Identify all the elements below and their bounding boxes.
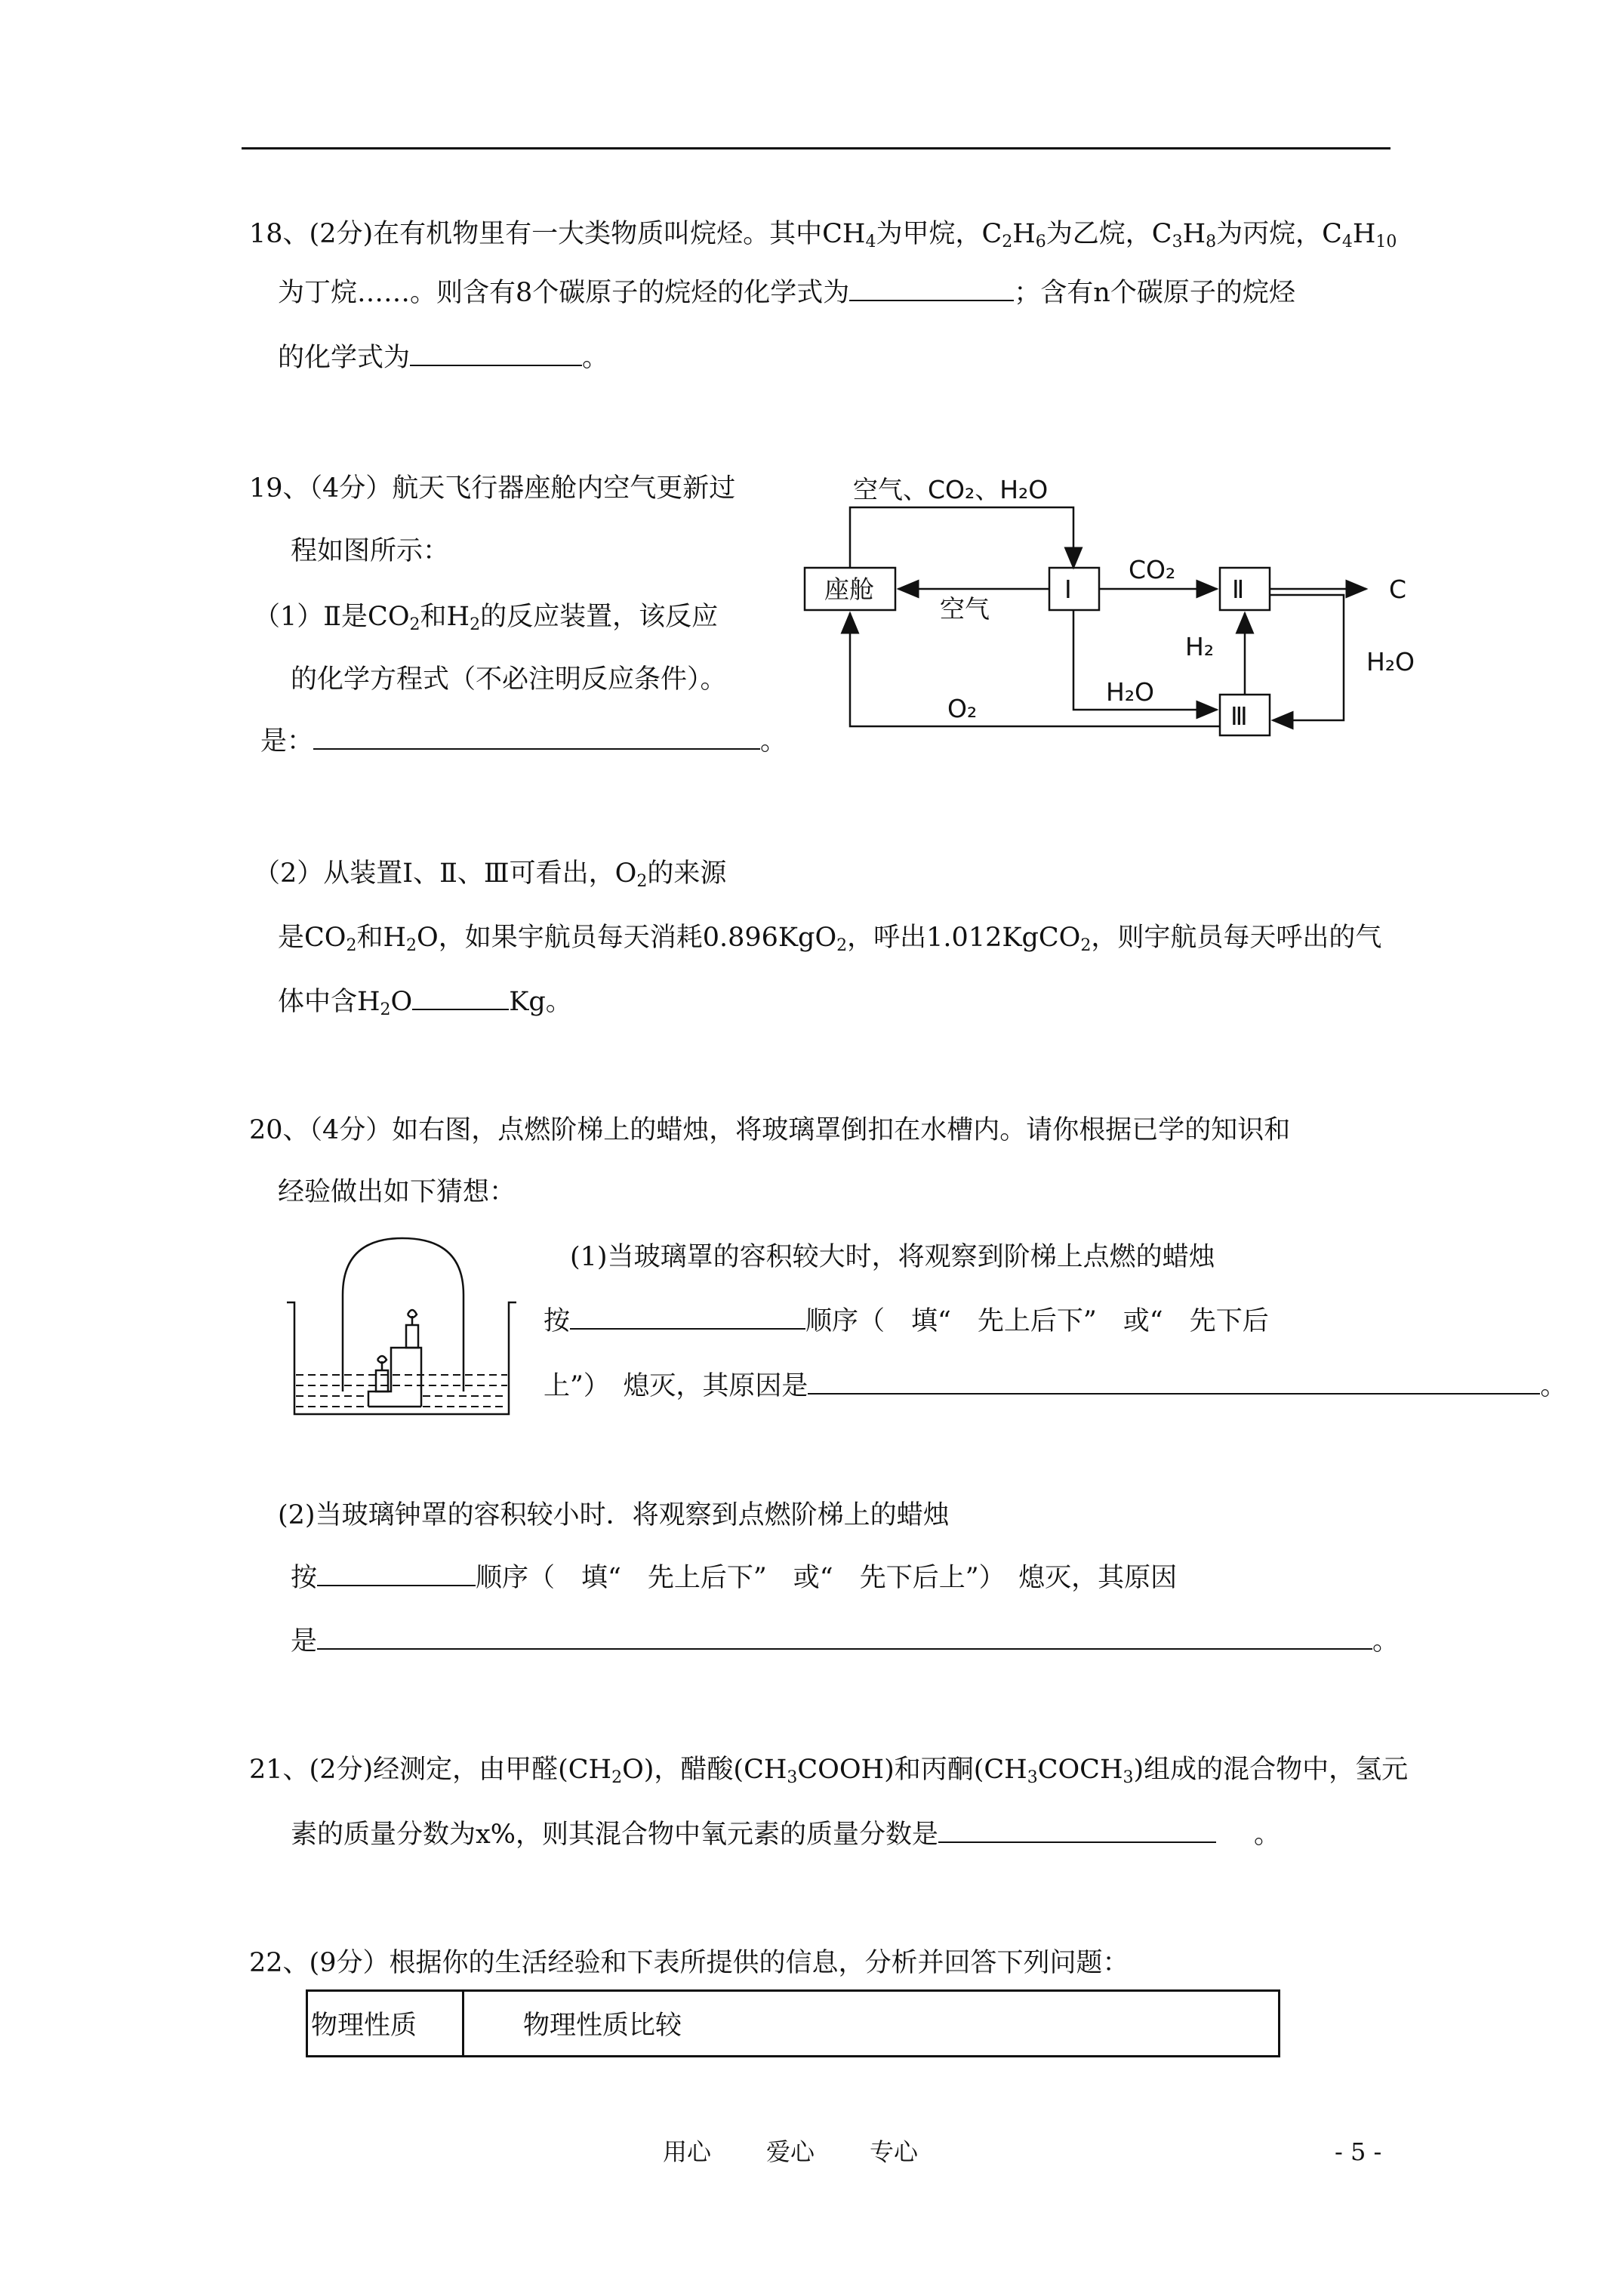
diagram-device-2-label: Ⅱ <box>1232 575 1245 604</box>
q19-sub: 2 <box>346 936 357 955</box>
table-header-cell: 物理性质 <box>307 1991 463 2057</box>
q19-part2-line-1 <box>254 857 726 890</box>
device-2-box <box>1220 568 1270 610</box>
q21-sub: 3 <box>1123 1768 1134 1787</box>
q20-text: 上”） 熄灭，其原因是 <box>544 1371 808 1401</box>
q19-text: ，则宇航员每天呼出的气 <box>1091 923 1382 953</box>
q18-sub: 4 <box>1341 233 1353 251</box>
q18-c: C <box>981 219 1002 249</box>
q19-text: O <box>390 987 413 1017</box>
q19-text: 和H <box>356 923 407 953</box>
q20-text: 。 <box>1372 1626 1400 1657</box>
q21-sub: 2 <box>611 1768 623 1787</box>
q19-line-2: 程如图所示： <box>291 536 450 566</box>
q18-text: 为丁烷……。则含有8个碳原子的烷烃的化学式为 <box>278 278 850 308</box>
q18-line-1 <box>249 217 1397 251</box>
q20-part1-line-1: (1)当玻璃罩的容积较大时，将观察到阶梯上点燃的蜡烛 <box>570 1242 1215 1272</box>
q18-text: 为甲烷， <box>876 219 982 249</box>
q18-c: C <box>1322 219 1342 249</box>
q19-text: 。 <box>760 726 787 757</box>
table-row <box>307 1991 1280 2057</box>
q21-sub: 3 <box>787 1768 798 1787</box>
answer-blank[interactable] <box>938 1819 1216 1843</box>
q18-sub: 4 <box>865 233 876 251</box>
q19-part2-line-2 <box>278 921 1381 954</box>
answer-blank[interactable] <box>317 1562 476 1586</box>
q19-sub: 2 <box>406 936 417 955</box>
diagram-h2o-right-label: H₂O <box>1366 647 1415 676</box>
q21-sub: 3 <box>1027 1768 1038 1787</box>
footer-motto-1: 用心 <box>663 2137 712 2166</box>
q21-text: 素的质量分数为x%，则其混合物中氧元素的质量分数是 <box>291 1820 938 1850</box>
q18-line-3 <box>278 341 608 374</box>
header-rule <box>242 147 1390 149</box>
q18-sub: 6 <box>1035 233 1046 251</box>
q19-line-1: 19、（4分）航天飞行器座舱内空气更新过 <box>249 473 736 504</box>
q18-text: ；含有n个碳原子的烷烃 <box>1014 278 1295 308</box>
q20-text: 按 <box>291 1563 318 1593</box>
q21-text: COCH <box>1037 1755 1123 1785</box>
q20-part2-line-3 <box>291 1625 1399 1658</box>
q19-text: O，如果宇航员每天消耗0.896KgO <box>417 923 837 953</box>
diagram-h2o-mid-label: H₂O <box>1106 677 1155 707</box>
answer-blank[interactable] <box>808 1370 1540 1395</box>
air-renewal-diagram <box>793 468 1457 740</box>
table-header-cell: 物理性质比较 <box>463 1991 1280 2057</box>
q20-part1-line-2 <box>544 1305 1269 1338</box>
q20-part1-line-3 <box>544 1370 1566 1403</box>
device-1-box <box>1049 568 1099 610</box>
diagram-o2-label: O₂ <box>947 694 978 723</box>
answer-blank[interactable] <box>313 726 760 750</box>
q19-text: 和H <box>420 602 470 632</box>
diagram-device-1-label: Ⅰ <box>1064 575 1072 604</box>
q19-text: ，呼出1.012KgCO <box>847 923 1081 953</box>
q19-text: Kg。 <box>509 987 572 1017</box>
q19-text: 是： <box>260 726 314 757</box>
q20-line-2: 经验做出如下猜想： <box>278 1177 516 1207</box>
q18-text: 的化学式为 <box>278 343 411 373</box>
diagram-cabin-label: 座舱 <box>824 575 874 604</box>
q18-ch4: CH <box>822 219 866 249</box>
q19-text: （1）Ⅱ是CO <box>254 602 410 632</box>
q19-line-3 <box>254 600 718 633</box>
q18-text: 18、(2分)在有机物里有一大类物质叫烷烃。其中 <box>249 219 823 249</box>
candle-experiment-figure <box>285 1227 519 1419</box>
q19-text: （2）从装置Ⅰ、Ⅱ、Ⅲ可看出，O <box>254 858 637 889</box>
q21-line-2 <box>291 1818 1280 1851</box>
q18-sub: 3 <box>1172 233 1183 251</box>
q20-part2-line-2 <box>291 1561 1177 1595</box>
footer-motto-3: 专心 <box>870 2137 919 2166</box>
q18-text: 。 <box>582 343 609 373</box>
q18-h: H <box>1012 219 1036 249</box>
q19-sub: 2 <box>1080 936 1092 955</box>
q21-text: 21、(2分)经测定，由甲醛(CH <box>249 1755 612 1785</box>
answer-blank[interactable] <box>849 277 1014 301</box>
q19-line-5 <box>260 725 787 758</box>
q19-text: 体中含H <box>278 987 380 1017</box>
q18-text: 为乙烷， <box>1046 219 1152 249</box>
q22-line-1: 22、(9分）根据你的生活经验和下表所提供的信息，分析并回答下列问题： <box>249 1948 1129 1978</box>
q21-text: 。 <box>1254 1820 1281 1850</box>
answer-blank[interactable] <box>570 1305 805 1330</box>
q18-sub: 8 <box>1206 233 1217 251</box>
q18-h: H <box>1182 219 1206 249</box>
q21-line-1 <box>249 1753 1408 1786</box>
page-number: - 5 - <box>1335 2137 1382 2166</box>
q21-text: )组成的混合物中，氢元 <box>1133 1755 1409 1785</box>
q20-part2-line-1: (2)当玻璃钟罩的容积较小时．将观察到点燃阶梯上的蜡烛 <box>278 1500 950 1530</box>
diagram-top-label: 空气、CO₂、H₂O <box>853 475 1049 504</box>
diagram-co2-label: CO₂ <box>1129 555 1176 584</box>
q21-text: O)，醋酸(CH <box>622 1755 787 1785</box>
q19-sub: 2 <box>380 1000 391 1019</box>
q18-sub: 10 <box>1375 233 1397 251</box>
q20-text: 按 <box>544 1306 571 1336</box>
diagram-carbon-label: C <box>1389 575 1407 604</box>
answer-blank[interactable] <box>317 1626 1372 1650</box>
q18-sub: 2 <box>1002 233 1013 251</box>
physical-properties-table <box>306 1989 1280 2057</box>
answer-blank[interactable] <box>410 342 582 366</box>
q20-text: 。 <box>1540 1371 1567 1401</box>
q19-sub: 2 <box>836 936 848 955</box>
answer-blank[interactable] <box>412 986 509 1010</box>
q19-text: 是CO <box>278 923 346 953</box>
q19-part2-line-3 <box>278 985 572 1019</box>
q20-line-1: 20、（4分）如右图，点燃阶梯上的蜡烛，将玻璃罩倒扣在水槽内。请你根据已学的知识和 <box>249 1115 1291 1145</box>
q19-sub: 2 <box>636 872 648 891</box>
q21-text: COOH)和丙酮(CH <box>797 1755 1027 1785</box>
q19-text: 的来源 <box>647 858 727 889</box>
q19-line-4: 的化学方程式（不必注明反应条件）。 <box>291 664 727 695</box>
q20-text: 是 <box>291 1626 318 1657</box>
diagram-device-3-label: Ⅲ <box>1230 701 1248 731</box>
footer-motto-2: 爱心 <box>766 2137 815 2166</box>
diagram-h2-label: H₂ <box>1185 632 1215 661</box>
q18-text: 为丙烷， <box>1216 219 1323 249</box>
q20-text: 顺序（ 填“ 先上后下” 或“ 先下后上”） 熄灭，其原因 <box>476 1563 1178 1593</box>
q20-text: 顺序（ 填“ 先上后下” 或“ 先下后 <box>805 1306 1269 1336</box>
q19-text: 的反应装置，该反应 <box>480 602 719 632</box>
q18-c: C <box>1151 219 1172 249</box>
q19-sub: 2 <box>409 615 420 634</box>
q19-sub: 2 <box>470 615 481 634</box>
q18-h: H <box>1352 219 1376 249</box>
q18-line-2 <box>278 276 1295 310</box>
diagram-air-label: 空气 <box>940 594 990 624</box>
